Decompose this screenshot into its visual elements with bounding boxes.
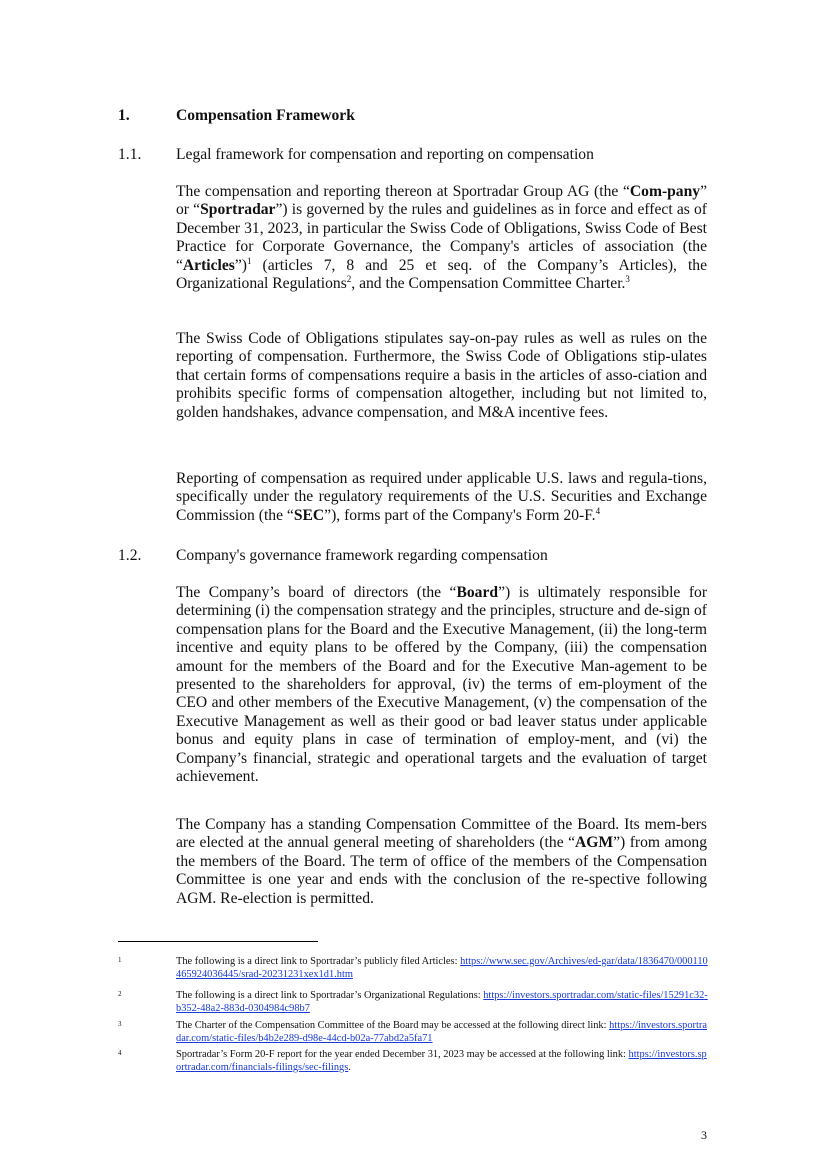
defined-term-agm: AGM <box>575 834 614 852</box>
defined-term-company: Com-pany <box>629 183 701 200</box>
footnote-ref-2[interactable]: 2 <box>346 274 352 285</box>
defined-term-sportradar: Sportradar <box>200 201 276 219</box>
text-run: The Company has a standing Compensation Committee of the Board. Its mem-bers are elected at the annual general meeting of shareholders (the “ <box>176 816 707 852</box>
footnote-text <box>176 1020 710 1045</box>
section-title: Compensation Framework <box>176 107 355 124</box>
text-run: ” or “ <box>176 183 707 219</box>
paragraph-say-on-pay: The Swiss Code of Obligations stipulates say-on-pay rules as well as rules on the reporting of compensation. Furthermore, the Swiss Code of Obligations stip-ulates that certain forms of compensations require a basis in the articles of asso-ciation and prohibits specific forms of compensation altogether, including but not limited to, golden handshakes, advance compensation, and M&A incentive fees. <box>176 330 707 421</box>
footnote-tail: . <box>348 1061 351 1073</box>
paragraph-sec-reporting <box>176 470 707 525</box>
footnote-body: The Charter of the Compensation Committee of the Board may be accessed at the following direct link: <box>176 1020 610 1031</box>
paragraph-board-responsibilities <box>176 584 707 786</box>
footnote-link-sec-filings[interactable]: https://investors.sportradar.com/financials-filings/sec-filings <box>176 1049 707 1073</box>
footnote-body: Sportradar’s Form 20-F report for the year ended December 31, 2023 may be accessed at the following link: <box>176 1049 629 1060</box>
footnote-link-committee-charter[interactable]: https://investors.sportradar.com/static-files/b4b2e289-d98e-44cd-b02a-77abd2a5fa71 <box>176 1020 707 1044</box>
defined-term-articles: Articles <box>182 256 235 274</box>
footnote-separator <box>118 941 318 942</box>
defined-term-sec: SEC <box>293 506 325 524</box>
defined-term-board: Board <box>456 584 499 601</box>
text-run: ”), forms part of the Company's Form 20-F. <box>324 506 596 524</box>
footnote-ref-1[interactable]: 1 <box>247 255 252 266</box>
text-run: The compensation and reporting thereon at Sportradar Group AG (the “ <box>176 183 630 200</box>
footnote-link-articles[interactable]: https://www.sec.gov/Archives/ed-gar/data/1836470/000110465924036445/srad-20231231xex1d1.htm <box>176 956 708 980</box>
section-number: 1. <box>118 107 130 124</box>
subsection-title: Company's governance framework regarding compensation <box>176 547 548 564</box>
footnote-body: The following is a direct link to Sportradar’s publicly filed Articles: <box>176 956 461 967</box>
text-run: Reporting of compensation as required under applicable U.S. laws and regula-tions, specifically under the regulatory requirements of the U.S. Securities and Exchange Commission (the “ <box>176 470 707 524</box>
footnote-number: 1 <box>118 956 122 964</box>
footnote-number: 2 <box>118 990 122 998</box>
footnote-body: The following is a direct link to Sportradar’s Organizational Regulations: <box>176 990 484 1001</box>
footnote-number: 4 <box>118 1049 122 1057</box>
text-run: , and the Compensation Committee Charter. <box>351 275 626 293</box>
subsection-number: 1.2. <box>118 547 142 564</box>
text-run: ”) <box>234 256 247 274</box>
paragraph-legal-framework <box>176 183 707 293</box>
text-run: (articles 7, 8 and 25 et seq. of the Company’s Articles), the Organizational Regulations <box>176 256 707 293</box>
footnote-text <box>176 990 710 1015</box>
footnote-text <box>176 956 710 981</box>
text-run: ”) is ultimately responsible for determining (i) the compensation strategy and the principles, structure and de-sign of compensation plans for the Board and the Executive Management, (ii) the long-term incentive and equity plans to be offered by the Company, (iii) the compensation amount for the members of the Board and for the Executive Man-agement to be presented to the shareholders for approval, (iv) the terms of em-ployment of the CEO and other members of the Executive Management, (v) the compensation of the Executive Management as well as their good or bad leaver status under applicable bonus and equity plans in case of termination of employ-ment, and (vi) the Company’s financial, strategic and operational targets and the evaluation of target achievement. <box>176 584 708 786</box>
footnote-text <box>176 1049 710 1074</box>
paragraph-compensation-committee <box>176 816 707 908</box>
subsection-number: 1.1. <box>118 146 142 163</box>
footnote-ref-3[interactable]: 3 <box>625 274 630 285</box>
footnote-ref-4[interactable]: 4 <box>595 505 601 516</box>
text-run: ”) is governed by the rules and guidelines as in force and effect as of December 31, 2023, in particular the Swiss Code of Obligations, Swiss Code of Best Practice for Corporate Governance, the Company's articles of association (the “ <box>176 201 707 274</box>
text-run: The Company’s board of directors (the “ <box>176 584 457 601</box>
footnote-number: 3 <box>118 1020 122 1028</box>
page-number: 3 <box>701 1128 707 1142</box>
footnote-link-org-regulations[interactable]: https://investors.sportradar.com/static-files/15291c32-b352-48a2-883d-0304984c98b7 <box>176 990 708 1014</box>
text-run: ”) from among the members of the Board. The term of office of the members of the Compensation Committee is one year and ends with the conclusion of the re-spective following AGM. Re-election is permitted. <box>176 834 707 907</box>
subsection-title: Legal framework for compensation and reporting on compensation <box>176 146 594 163</box>
